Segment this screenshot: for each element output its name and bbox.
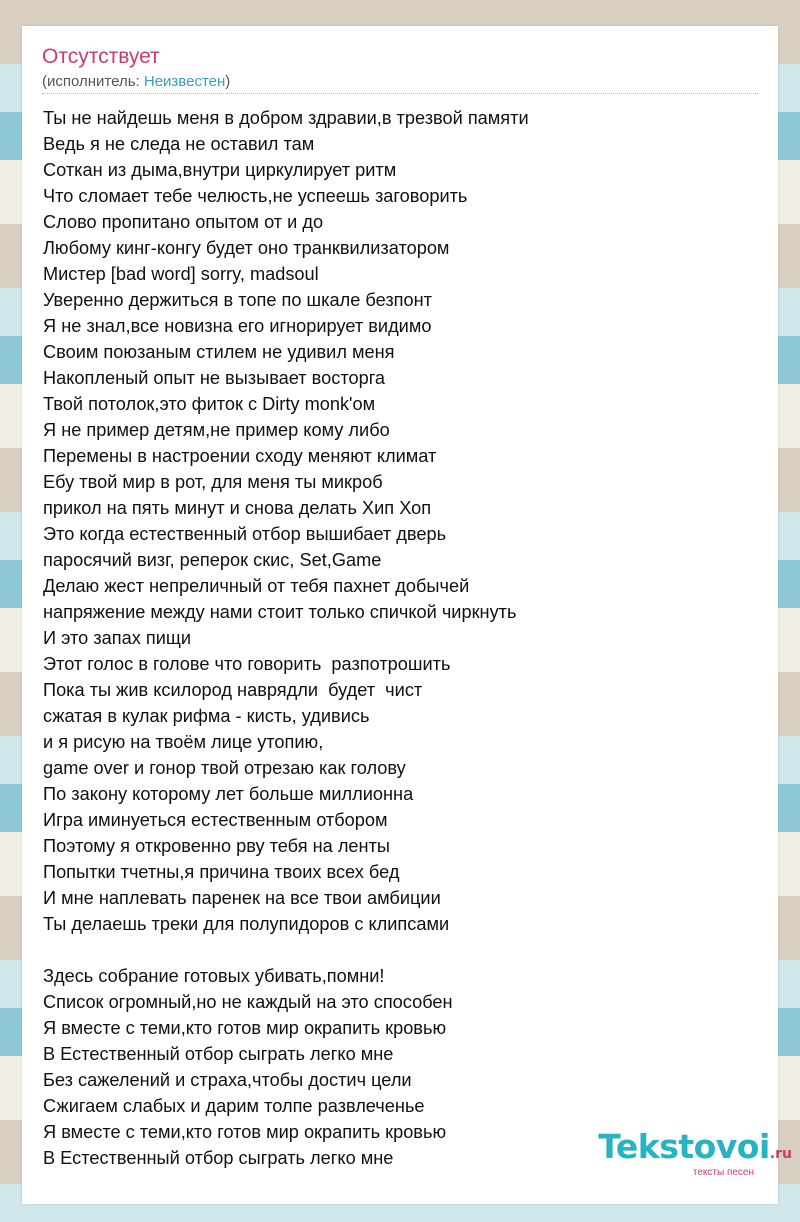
- lyric-line: Соткан из дыма,внутри циркулирует ритм: [43, 160, 397, 180]
- lyric-line: Я не знал,все новизна его игнорирует видимо: [43, 316, 432, 336]
- lyric-line: Попытки тчетны,я причина твоих всех бед: [43, 862, 400, 882]
- lyric-line: Накопленый опыт не вызывает восторга: [43, 368, 386, 388]
- lyrics-page: [22, 26, 778, 1204]
- lyric-line: Ты делаешь треки для полупидоров с клипсами: [43, 914, 450, 934]
- lyric-line: напряжение между нами стоит только спичкой чиркнуть: [43, 602, 517, 622]
- lyric-line: Уверенно держиться в топе по шкале безпонт: [43, 290, 432, 310]
- lyric-line: Что сломает тебе челюсть,не успеешь заговорить: [43, 186, 468, 206]
- lyric-line: В Естественный отбор сыграть легко мне: [43, 1044, 394, 1064]
- lyric-line: [43, 937, 763, 963]
- lyric-line: По закону которому лет больше миллионна: [43, 784, 414, 804]
- artist-prefix: (исполнитель:: [42, 73, 144, 90]
- lyric-line: Ведь я не следа не оставил там: [43, 134, 315, 154]
- lyric-line: Список огромный,но не каждый на это способен: [43, 992, 453, 1012]
- logo-wordmark: [552, 1127, 792, 1171]
- lyric-line: game over и гонор твой отрезаю как голову: [43, 758, 406, 778]
- lyric-line: Поэтому я откровенно рву тебя на ленты: [43, 836, 390, 856]
- lyric-line: Пока ты жив ксилород наврядли будет чист: [43, 680, 423, 700]
- lyric-line: Ебу твой мир в рот, для меня ты микроб: [43, 472, 383, 492]
- divider: [42, 93, 758, 94]
- lyric-line: прикол на пять минут и снова делать Хип Хоп: [43, 498, 432, 518]
- logo-subtitle: тексты песен: [692, 1167, 754, 1178]
- lyric-line: И это запах пищи: [43, 628, 191, 648]
- lyric-line: Перемены в настроении сходу меняют климат: [43, 446, 437, 466]
- lyric-line: Своим поюзаным стилем не удивил меня: [43, 342, 395, 362]
- lyric-line: И мне наплевать паренек на все твои амбиции: [43, 888, 441, 908]
- logo-suffix: .ru: [769, 1146, 792, 1162]
- lyric-line: Сжигаем слабых и дарим толпе развлеченье: [43, 1096, 425, 1116]
- artist-line: [42, 73, 230, 91]
- lyric-line: Без сажелений и страха,чтобы достич цели: [43, 1070, 412, 1090]
- lyric-line: Любому кинг-конгу будет оно транквилизатором: [43, 238, 450, 258]
- lyric-line: Слово пропитано опытом от и до: [43, 212, 324, 232]
- site-logo[interactable]: [552, 1127, 792, 1179]
- lyric-line: Я вместе с теми,кто готов мир окрапить кровью: [43, 1018, 447, 1038]
- lyric-line: В Естественный отбор сыграть легко мне: [43, 1148, 394, 1168]
- lyric-line: Игра иминуеться естественным отбором: [43, 810, 388, 830]
- lyric-line: паросячий визг, реперок скис, Set,Game: [43, 550, 382, 570]
- lyric-line: Я не пример детям,не пример кому либо: [43, 420, 390, 440]
- lyric-line: Делаю жест непреличный от тебя пахнет добычей: [43, 576, 470, 596]
- artist-link[interactable]: Неизвестен: [143, 73, 226, 90]
- song-title: Отсутствует: [42, 45, 160, 68]
- lyric-line: Мистер [bad word] sorry, madsoul: [43, 264, 319, 284]
- lyric-line: Я вместе с теми,кто готов мир окрапить кровью: [43, 1122, 447, 1142]
- lyric-line: Этот голос в голове что говорить разпотрошить: [43, 654, 451, 674]
- logo-main-text: Tekstovoi: [598, 1127, 770, 1166]
- lyric-line: и я рисую на твоём лице утопию,: [43, 732, 324, 752]
- artist-suffix: ): [225, 73, 231, 90]
- lyric-line: Ты не найдешь меня в добром здравии,в трезвой памяти: [43, 108, 529, 128]
- lyric-line: Твой потолок,это фиток с Dirty monk'ом: [43, 394, 376, 414]
- lyric-line: сжатая в кулак рифма - кисть, удивись: [43, 706, 370, 726]
- lyric-line: Здесь собрание готовых убивать,помни!: [43, 966, 385, 986]
- lyric-line: Это когда естественный отбор вышибает дверь: [43, 524, 447, 544]
- lyrics-body: [43, 105, 763, 1171]
